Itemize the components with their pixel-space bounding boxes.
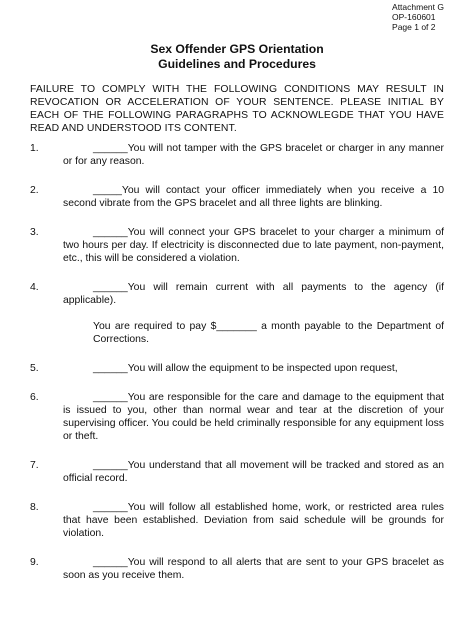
attachment-label: Attachment G (392, 2, 444, 12)
page-number: Page 1 of 2 (392, 22, 436, 32)
initial-blank[interactable]: ______ (93, 143, 128, 154)
document-title (0, 42, 474, 72)
item-text: ______You will follow all established home, work, or restricted area rules that have been established. Deviation from said schedule will be grounds for violation. (63, 502, 444, 539)
title-line-1: Sex Offender GPS Orientation (150, 42, 324, 56)
item-text: ______You will respond to all alerts that are sent to your GPS bracelet as soon as you receive them. (63, 557, 444, 581)
condition-item-4 (30, 281, 444, 346)
condition-item-8 (30, 501, 444, 540)
item-text: ______You will allow the equipment to be inspected upon request, (93, 363, 398, 374)
item-text: ______You will connect your GPS bracelet to your charger a minimum of two hours per day. If electricity is disconnected due to late payment, non-payment, etc., this will be considered a violation. (63, 227, 444, 264)
warning-notice: FAILURE TO COMPLY WITH THE FOLLOWING CONDITIONS MAY RESULT IN REVOCATION OR ACCELERATION OF YOUR SENTENCE. PLEASE INITIAL BY EACH OF THE FOLLOWING PARAGRAPHS TO ACKNOWLEGDE THAT YOU HAVE READ AND UNDERSTOOD ITS CONTENT. (30, 84, 444, 134)
condition-item-5 (30, 362, 444, 375)
condition-item-3 (30, 226, 444, 265)
conditions-list (30, 142, 444, 582)
condition-item-9 (30, 556, 444, 582)
initial-blank[interactable]: ______ (93, 282, 128, 293)
initial-blank[interactable]: ______ (93, 227, 128, 238)
payment-requirement: You are required to pay $_______ a month payable to the Department of Corrections. (93, 321, 444, 345)
item-number: 6. (30, 392, 39, 403)
initial-blank[interactable]: ______ (93, 557, 128, 568)
condition-item-2 (30, 184, 444, 210)
item-number: 2. (30, 185, 39, 196)
initial-blank[interactable]: ______ (93, 392, 128, 403)
condition-item-1 (30, 142, 444, 168)
item-number: 1. (30, 143, 39, 154)
condition-item-7 (30, 459, 444, 485)
item-text: ______You are responsible for the care and damage to the equipment that is issued to you, other than normal wear and tear at the discretion of your supervising officer. You could be held criminally responsible for any equipment loss or theft. (63, 392, 444, 442)
item-number: 9. (30, 557, 39, 568)
item-number: 5. (30, 363, 39, 374)
item-text: _____You will contact your officer immediately when you receive a 10 second vibrate from the GPS bracelet and all three lights are blinking. (63, 185, 444, 209)
item-number: 4. (30, 282, 39, 293)
condition-item-6 (30, 391, 444, 443)
form-number: OP-160601 (392, 12, 436, 22)
initial-blank[interactable]: ______ (93, 502, 128, 513)
initial-blank[interactable]: _____ (93, 185, 122, 196)
initial-blank[interactable]: ______ (93, 460, 128, 471)
item-number: 3. (30, 227, 39, 238)
initial-blank[interactable]: ______ (93, 363, 128, 374)
item-text: ______You will remain current with all payments to the agency (if applicable). (63, 282, 444, 306)
title-line-2: Guidelines and Procedures (158, 57, 316, 71)
item-number: 8. (30, 502, 39, 513)
item-number: 7. (30, 460, 39, 471)
item-text: ______You will not tamper with the GPS bracelet or charger in any manner or for any reason. (63, 143, 444, 167)
document-header (392, 2, 444, 32)
item-text: ______You understand that all movement will be tracked and stored as an official record. (63, 460, 444, 484)
